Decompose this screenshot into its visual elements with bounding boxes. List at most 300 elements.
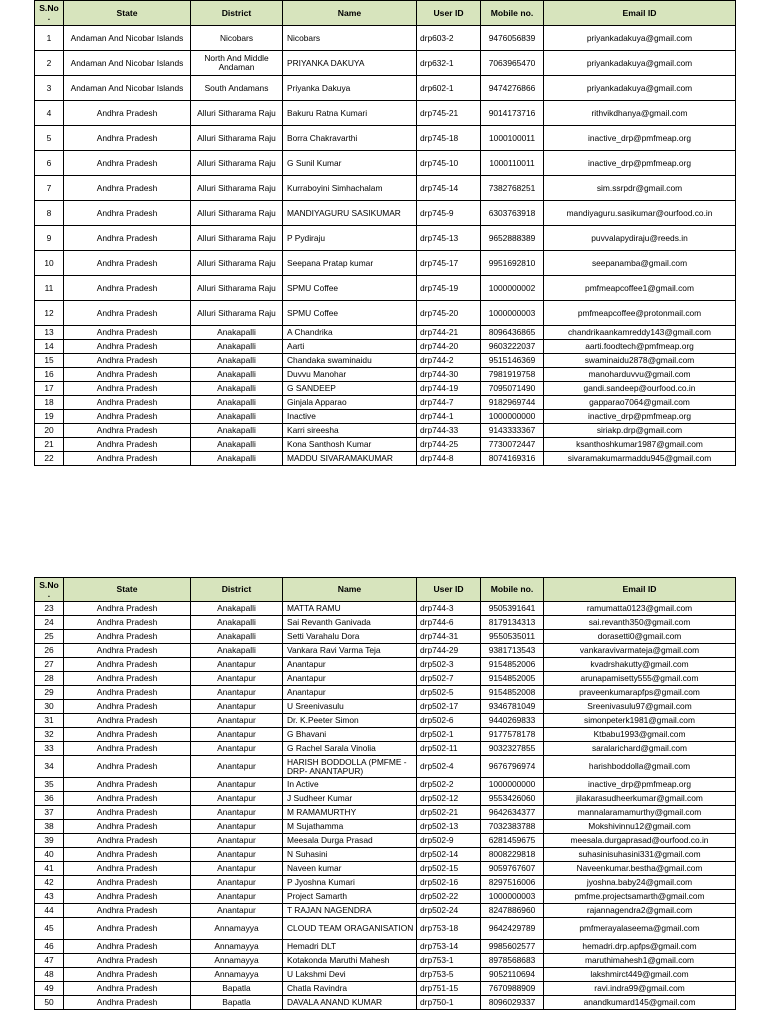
cell-user-id: drp744-7 bbox=[417, 396, 481, 410]
table-row bbox=[35, 616, 736, 630]
header-user-id: User ID bbox=[417, 578, 481, 602]
cell-sno: 1 bbox=[35, 26, 64, 51]
cell-state: Andhra Pradesh bbox=[64, 862, 191, 876]
cell-email: ksanthoshkumar1987@gmail.com bbox=[544, 438, 736, 452]
cell-email: Ktbabu1993@gmail.com bbox=[544, 728, 736, 742]
cell-district: Anakapalli bbox=[191, 326, 283, 340]
cell-sno: 26 bbox=[35, 644, 64, 658]
cell-district: Anakapalli bbox=[191, 452, 283, 466]
header-row bbox=[35, 1, 736, 26]
cell-user-id: drp745-13 bbox=[417, 226, 481, 251]
cell-user-id: drp744-20 bbox=[417, 340, 481, 354]
cell-district: Alluri Sitharama Raju bbox=[191, 151, 283, 176]
cell-email: jilakarasudheerkumar@gmail.com bbox=[544, 792, 736, 806]
cell-user-id: drp744-30 bbox=[417, 368, 481, 382]
cell-name: G Sunil Kumar bbox=[283, 151, 417, 176]
cell-district: Anantapur bbox=[191, 742, 283, 756]
cell-mobile: 9032327855 bbox=[481, 742, 544, 756]
cell-name: M Sujathamma bbox=[283, 820, 417, 834]
cell-name: Ginjala Apparao bbox=[283, 396, 417, 410]
cell-name: HARISH BODDOLLA (PMFME -DRP- ANANTAPUR) bbox=[283, 756, 417, 778]
cell-email: rithvikdhanya@gmail.com bbox=[544, 101, 736, 126]
cell-mobile: 8297516006 bbox=[481, 876, 544, 890]
cell-district: Anakapalli bbox=[191, 382, 283, 396]
cell-name: Dr. K.Peeter Simon bbox=[283, 714, 417, 728]
cell-user-id: drp745-14 bbox=[417, 176, 481, 201]
cell-sno: 10 bbox=[35, 251, 64, 276]
cell-user-id: drp502-9 bbox=[417, 834, 481, 848]
cell-mobile: 9642634377 bbox=[481, 806, 544, 820]
cell-district: Anakapalli bbox=[191, 644, 283, 658]
cell-name: Kurraboyini Simhachalam bbox=[283, 176, 417, 201]
cell-email: maruthimahesh1@gmail.com bbox=[544, 954, 736, 968]
cell-state: Andhra Pradesh bbox=[64, 176, 191, 201]
cell-state: Andhra Pradesh bbox=[64, 382, 191, 396]
cell-email: inactive_drp@pmfmeap.org bbox=[544, 126, 736, 151]
cell-district: Anantapur bbox=[191, 890, 283, 904]
cell-mobile: 9440269833 bbox=[481, 714, 544, 728]
cell-state: Andhra Pradesh bbox=[64, 792, 191, 806]
table-row bbox=[35, 728, 736, 742]
table-row bbox=[35, 806, 736, 820]
cell-sno: 34 bbox=[35, 756, 64, 778]
cell-sno: 42 bbox=[35, 876, 64, 890]
cell-district: Bapatla bbox=[191, 996, 283, 1010]
cell-mobile: 9652888389 bbox=[481, 226, 544, 251]
cell-user-id: drp753-5 bbox=[417, 968, 481, 982]
cell-sno: 9 bbox=[35, 226, 64, 251]
cell-email: lakshmirct449@gmail.com bbox=[544, 968, 736, 982]
cell-user-id: drp745-20 bbox=[417, 301, 481, 326]
cell-name: DAVALA ANAND KUMAR bbox=[283, 996, 417, 1010]
cell-state: Andhra Pradesh bbox=[64, 101, 191, 126]
cell-sno: 2 bbox=[35, 51, 64, 76]
cell-mobile: 9346781049 bbox=[481, 700, 544, 714]
table-row bbox=[35, 438, 736, 452]
cell-name: Hemadri DLT bbox=[283, 940, 417, 954]
cell-user-id: drp744-19 bbox=[417, 382, 481, 396]
cell-user-id: drp744-3 bbox=[417, 602, 481, 616]
cell-sno: 21 bbox=[35, 438, 64, 452]
table-row bbox=[35, 602, 736, 616]
cell-sno: 47 bbox=[35, 954, 64, 968]
cell-name: U Sreenivasulu bbox=[283, 700, 417, 714]
cell-email: praveenkumarapfps@gmail.com bbox=[544, 686, 736, 700]
cell-sno: 17 bbox=[35, 382, 64, 396]
cell-user-id: drp745-18 bbox=[417, 126, 481, 151]
cell-district: Annamayya bbox=[191, 954, 283, 968]
cell-name: U Lakshmi Devi bbox=[283, 968, 417, 982]
cell-sno: 23 bbox=[35, 602, 64, 616]
table-row bbox=[35, 686, 736, 700]
cell-district: Anakapalli bbox=[191, 368, 283, 382]
table-row bbox=[35, 890, 736, 904]
header-district: District bbox=[191, 1, 283, 26]
cell-sno: 27 bbox=[35, 658, 64, 672]
cell-mobile: 9985602577 bbox=[481, 940, 544, 954]
cell-user-id: drp502-15 bbox=[417, 862, 481, 876]
cell-mobile: 9550535011 bbox=[481, 630, 544, 644]
cell-state: Andhra Pradesh bbox=[64, 301, 191, 326]
cell-state: Andhra Pradesh bbox=[64, 890, 191, 904]
header-sno: S.No . bbox=[35, 578, 64, 602]
cell-mobile: 9059767607 bbox=[481, 862, 544, 876]
cell-mobile: 7382768251 bbox=[481, 176, 544, 201]
cell-user-id: drp502-2 bbox=[417, 778, 481, 792]
cell-state: Andhra Pradesh bbox=[64, 728, 191, 742]
table-row bbox=[35, 904, 736, 918]
header-state: State bbox=[64, 1, 191, 26]
cell-sno: 31 bbox=[35, 714, 64, 728]
table-row bbox=[35, 368, 736, 382]
cell-name: Borra Chakravarthi bbox=[283, 126, 417, 151]
cell-user-id: drp502-17 bbox=[417, 700, 481, 714]
cell-name: SPMU Coffee bbox=[283, 276, 417, 301]
cell-mobile: 1000000000 bbox=[481, 778, 544, 792]
cell-state: Andhra Pradesh bbox=[64, 714, 191, 728]
cell-mobile: 9505391641 bbox=[481, 602, 544, 616]
cell-sno: 14 bbox=[35, 340, 64, 354]
cell-name: G Rachel Sarala Vinolia bbox=[283, 742, 417, 756]
table-row bbox=[35, 940, 736, 954]
table-row bbox=[35, 778, 736, 792]
cell-sno: 18 bbox=[35, 396, 64, 410]
cell-mobile: 8179134313 bbox=[481, 616, 544, 630]
cell-user-id: drp602-1 bbox=[417, 76, 481, 101]
cell-email: inactive_drp@pmfmeap.org bbox=[544, 778, 736, 792]
cell-mobile: 6303763918 bbox=[481, 201, 544, 226]
cell-sno: 20 bbox=[35, 424, 64, 438]
cell-user-id: drp502-13 bbox=[417, 820, 481, 834]
cell-state: Andhra Pradesh bbox=[64, 616, 191, 630]
cell-state: Andhra Pradesh bbox=[64, 954, 191, 968]
table-row bbox=[35, 410, 736, 424]
cell-email: kvadrshakutty@gmail.com bbox=[544, 658, 736, 672]
table-row bbox=[35, 452, 736, 466]
cell-district: Annamayya bbox=[191, 940, 283, 954]
cell-state: Andhra Pradesh bbox=[64, 602, 191, 616]
header-mobile: Mobile no. bbox=[481, 578, 544, 602]
cell-mobile: 9381713543 bbox=[481, 644, 544, 658]
cell-mobile: 7730072447 bbox=[481, 438, 544, 452]
cell-name: Seepana Pratap kumar bbox=[283, 251, 417, 276]
cell-sno: 7 bbox=[35, 176, 64, 201]
cell-email: rajannagendra2@gmail.com bbox=[544, 904, 736, 918]
table-row bbox=[35, 176, 736, 201]
table-row bbox=[35, 834, 736, 848]
cell-name: MADDU SIVARAMAKUMAR bbox=[283, 452, 417, 466]
cell-state: Andhra Pradesh bbox=[64, 834, 191, 848]
cell-state: Andhra Pradesh bbox=[64, 968, 191, 982]
table-row bbox=[35, 76, 736, 101]
cell-district: Annamayya bbox=[191, 968, 283, 982]
cell-state: Andhra Pradesh bbox=[64, 904, 191, 918]
table-row bbox=[35, 996, 736, 1010]
cell-state: Andaman And Nicobar Islands bbox=[64, 51, 191, 76]
cell-district: Alluri Sitharama Raju bbox=[191, 176, 283, 201]
cell-mobile: 9676796974 bbox=[481, 756, 544, 778]
cell-email: mannalaramamurthy@gmail.com bbox=[544, 806, 736, 820]
cell-user-id: drp502-4 bbox=[417, 756, 481, 778]
header-email: Email ID bbox=[544, 578, 736, 602]
cell-state: Andhra Pradesh bbox=[64, 201, 191, 226]
table-row bbox=[35, 354, 736, 368]
cell-name: Anantapur bbox=[283, 672, 417, 686]
cell-state: Andhra Pradesh bbox=[64, 276, 191, 301]
cell-mobile: 1000100011 bbox=[481, 126, 544, 151]
cell-district: Anakapalli bbox=[191, 396, 283, 410]
cell-email: gapparao7064@gmail.com bbox=[544, 396, 736, 410]
cell-email: mandiyaguru.sasikumar@ourfood.co.in bbox=[544, 201, 736, 226]
cell-district: Anakapalli bbox=[191, 354, 283, 368]
table-row bbox=[35, 658, 736, 672]
cell-email: dorasetti0@gmail.com bbox=[544, 630, 736, 644]
cell-sno: 44 bbox=[35, 904, 64, 918]
cell-sno: 38 bbox=[35, 820, 64, 834]
cell-state: Andhra Pradesh bbox=[64, 918, 191, 940]
cell-district: South Andamans bbox=[191, 76, 283, 101]
cell-mobile: 1000000003 bbox=[481, 890, 544, 904]
cell-state: Andhra Pradesh bbox=[64, 354, 191, 368]
cell-district: Anantapur bbox=[191, 700, 283, 714]
cell-name: PRIYANKA DAKUYA bbox=[283, 51, 417, 76]
cell-district: Anantapur bbox=[191, 714, 283, 728]
cell-user-id: drp745-19 bbox=[417, 276, 481, 301]
cell-sno: 50 bbox=[35, 996, 64, 1010]
cell-state: Andhra Pradesh bbox=[64, 452, 191, 466]
cell-district: Alluri Sitharama Raju bbox=[191, 101, 283, 126]
cell-name: M RAMAMURTHY bbox=[283, 806, 417, 820]
cell-district: Anantapur bbox=[191, 904, 283, 918]
cell-state: Andhra Pradesh bbox=[64, 251, 191, 276]
cell-user-id: drp744-33 bbox=[417, 424, 481, 438]
table-row bbox=[35, 876, 736, 890]
cell-name: P Jyoshna Kumari bbox=[283, 876, 417, 890]
cell-district: Anantapur bbox=[191, 834, 283, 848]
cell-sno: 6 bbox=[35, 151, 64, 176]
cell-district: Anantapur bbox=[191, 686, 283, 700]
cell-sno: 4 bbox=[35, 101, 64, 126]
cell-state: Andaman And Nicobar Islands bbox=[64, 76, 191, 101]
cell-email: suhasinisuhasini331@gmail.com bbox=[544, 848, 736, 862]
cell-district: Annamayya bbox=[191, 918, 283, 940]
cell-sno: 45 bbox=[35, 918, 64, 940]
cell-email: harishboddolla@gmail.com bbox=[544, 756, 736, 778]
cell-user-id: drp502-21 bbox=[417, 806, 481, 820]
cell-sno: 15 bbox=[35, 354, 64, 368]
header-district: District bbox=[191, 578, 283, 602]
cell-email: priyankadakuya@gmail.com bbox=[544, 76, 736, 101]
cell-name: CLOUD TEAM ORAGANISATION bbox=[283, 918, 417, 940]
cell-email: priyankadakuya@gmail.com bbox=[544, 26, 736, 51]
cell-email: inactive_drp@pmfmeap.org bbox=[544, 151, 736, 176]
cell-email: chandrikaankamreddy143@gmail.com bbox=[544, 326, 736, 340]
cell-user-id: drp502-16 bbox=[417, 876, 481, 890]
cell-district: Alluri Sitharama Raju bbox=[191, 126, 283, 151]
cell-state: Andhra Pradesh bbox=[64, 410, 191, 424]
cell-district: Alluri Sitharama Raju bbox=[191, 301, 283, 326]
cell-email: meesala.durgaprasad@ourfood.co.in bbox=[544, 834, 736, 848]
cell-name: Chatla Ravindra bbox=[283, 982, 417, 996]
cell-mobile: 7981919758 bbox=[481, 368, 544, 382]
table-row bbox=[35, 424, 736, 438]
cell-state: Andhra Pradesh bbox=[64, 940, 191, 954]
cell-district: Anakapalli bbox=[191, 616, 283, 630]
cell-sno: 5 bbox=[35, 126, 64, 151]
cell-state: Andhra Pradesh bbox=[64, 424, 191, 438]
cell-user-id: drp744-21 bbox=[417, 326, 481, 340]
cell-user-id: drp502-24 bbox=[417, 904, 481, 918]
cell-user-id: drp744-2 bbox=[417, 354, 481, 368]
cell-mobile: 1000000000 bbox=[481, 410, 544, 424]
cell-district: Anakapalli bbox=[191, 602, 283, 616]
cell-mobile: 9052110694 bbox=[481, 968, 544, 982]
cell-email: Sreenivasulu97@gmail.com bbox=[544, 700, 736, 714]
cell-name: Anantapur bbox=[283, 686, 417, 700]
cell-mobile: 8096029337 bbox=[481, 996, 544, 1010]
cell-user-id: drp744-25 bbox=[417, 438, 481, 452]
cell-mobile: 8096436865 bbox=[481, 326, 544, 340]
cell-sno: 11 bbox=[35, 276, 64, 301]
cell-name: Naveen kumar bbox=[283, 862, 417, 876]
cell-mobile: 9014173716 bbox=[481, 101, 544, 126]
cell-email: gandi.sandeep@ourfood.co.in bbox=[544, 382, 736, 396]
cell-state: Andhra Pradesh bbox=[64, 876, 191, 890]
cell-mobile: 9177578178 bbox=[481, 728, 544, 742]
cell-name: Setti Varahalu Dora bbox=[283, 630, 417, 644]
cell-email: puvvalapydiraju@reeds.in bbox=[544, 226, 736, 251]
cell-mobile: 9154852008 bbox=[481, 686, 544, 700]
cell-district: Bapatla bbox=[191, 982, 283, 996]
table-body-2 bbox=[35, 602, 736, 1010]
cell-name: J Sudheer Kumar bbox=[283, 792, 417, 806]
cell-sno: 48 bbox=[35, 968, 64, 982]
cell-state: Andhra Pradesh bbox=[64, 742, 191, 756]
cell-sno: 24 bbox=[35, 616, 64, 630]
header-name: Name bbox=[283, 578, 417, 602]
cell-sno: 8 bbox=[35, 201, 64, 226]
cell-mobile: 8008229818 bbox=[481, 848, 544, 862]
table-row bbox=[35, 126, 736, 151]
cell-mobile: 9154852005 bbox=[481, 672, 544, 686]
cell-name: Meesala Durga Prasad bbox=[283, 834, 417, 848]
cell-user-id: drp502-5 bbox=[417, 686, 481, 700]
cell-state: Andhra Pradesh bbox=[64, 820, 191, 834]
table-row bbox=[35, 276, 736, 301]
cell-email: priyankadakuya@gmail.com bbox=[544, 51, 736, 76]
cell-name: In Active bbox=[283, 778, 417, 792]
table-row bbox=[35, 700, 736, 714]
cell-name: Inactive bbox=[283, 410, 417, 424]
cell-user-id: drp502-14 bbox=[417, 848, 481, 862]
cell-mobile: 9603222037 bbox=[481, 340, 544, 354]
cell-district: Nicobars bbox=[191, 26, 283, 51]
cell-district: Anantapur bbox=[191, 792, 283, 806]
cell-state: Andhra Pradesh bbox=[64, 848, 191, 862]
cell-mobile: 8247886960 bbox=[481, 904, 544, 918]
cell-sno: 35 bbox=[35, 778, 64, 792]
table-row bbox=[35, 918, 736, 940]
cell-district: North And Middle Andaman bbox=[191, 51, 283, 76]
cell-mobile: 9553426060 bbox=[481, 792, 544, 806]
cell-district: Anantapur bbox=[191, 820, 283, 834]
cell-email: anandkumard145@gmail.com bbox=[544, 996, 736, 1010]
table-row bbox=[35, 742, 736, 756]
cell-email: aarti.foodtech@pmfmeap.org bbox=[544, 340, 736, 354]
cell-name: Kona Santhosh Kumar bbox=[283, 438, 417, 452]
cell-name: SPMU Coffee bbox=[283, 301, 417, 326]
cell-name: Nicobars bbox=[283, 26, 417, 51]
cell-mobile: 7670988909 bbox=[481, 982, 544, 996]
table-row bbox=[35, 982, 736, 996]
cell-sno: 25 bbox=[35, 630, 64, 644]
cell-state: Andhra Pradesh bbox=[64, 778, 191, 792]
cell-state: Andhra Pradesh bbox=[64, 438, 191, 452]
cell-sno: 33 bbox=[35, 742, 64, 756]
cell-user-id: drp745-10 bbox=[417, 151, 481, 176]
cell-district: Anantapur bbox=[191, 672, 283, 686]
cell-email: saralarichard@gmail.com bbox=[544, 742, 736, 756]
cell-state: Andhra Pradesh bbox=[64, 368, 191, 382]
table-row bbox=[35, 101, 736, 126]
header-mobile: Mobile no. bbox=[481, 1, 544, 26]
cell-mobile: 1000000002 bbox=[481, 276, 544, 301]
cell-name: Chandaka swaminaidu bbox=[283, 354, 417, 368]
cell-sno: 40 bbox=[35, 848, 64, 862]
cell-sno: 49 bbox=[35, 982, 64, 996]
table-row bbox=[35, 340, 736, 354]
cell-state: Andhra Pradesh bbox=[64, 756, 191, 778]
cell-state: Andhra Pradesh bbox=[64, 396, 191, 410]
cell-sno: 41 bbox=[35, 862, 64, 876]
cell-district: Anantapur bbox=[191, 876, 283, 890]
cell-sno: 46 bbox=[35, 940, 64, 954]
cell-user-id: drp744-29 bbox=[417, 644, 481, 658]
cell-mobile: 7032383788 bbox=[481, 820, 544, 834]
cell-sno: 43 bbox=[35, 890, 64, 904]
cell-mobile: 1000000003 bbox=[481, 301, 544, 326]
header-name: Name bbox=[283, 1, 417, 26]
cell-name: N Suhasini bbox=[283, 848, 417, 862]
cell-state: Andhra Pradesh bbox=[64, 630, 191, 644]
cell-email: inactive_drp@pmfmeap.org bbox=[544, 410, 736, 424]
cell-name: Aarti bbox=[283, 340, 417, 354]
cell-sno: 32 bbox=[35, 728, 64, 742]
cell-district: Anantapur bbox=[191, 862, 283, 876]
cell-user-id: drp751-15 bbox=[417, 982, 481, 996]
cell-district: Alluri Sitharama Raju bbox=[191, 201, 283, 226]
cell-state: Andhra Pradesh bbox=[64, 982, 191, 996]
cell-user-id: drp753-18 bbox=[417, 918, 481, 940]
table-body-1 bbox=[35, 26, 736, 466]
header-user-id: User ID bbox=[417, 1, 481, 26]
cell-district: Anakapalli bbox=[191, 424, 283, 438]
cell-user-id: drp745-21 bbox=[417, 101, 481, 126]
cell-district: Alluri Sitharama Raju bbox=[191, 226, 283, 251]
cell-user-id: drp502-12 bbox=[417, 792, 481, 806]
cell-district: Anakapalli bbox=[191, 630, 283, 644]
cell-state: Andhra Pradesh bbox=[64, 996, 191, 1010]
table-row bbox=[35, 848, 736, 862]
cell-state: Andhra Pradesh bbox=[64, 644, 191, 658]
cell-district: Alluri Sitharama Raju bbox=[191, 276, 283, 301]
cell-email: seepanamba@gmail.com bbox=[544, 251, 736, 276]
header-sno: S.No . bbox=[35, 1, 64, 26]
cell-name: Bakuru Ratna Kumari bbox=[283, 101, 417, 126]
cell-state: Andhra Pradesh bbox=[64, 806, 191, 820]
cell-user-id: drp502-22 bbox=[417, 890, 481, 904]
cell-name: MANDIYAGURU SASIKUMAR bbox=[283, 201, 417, 226]
